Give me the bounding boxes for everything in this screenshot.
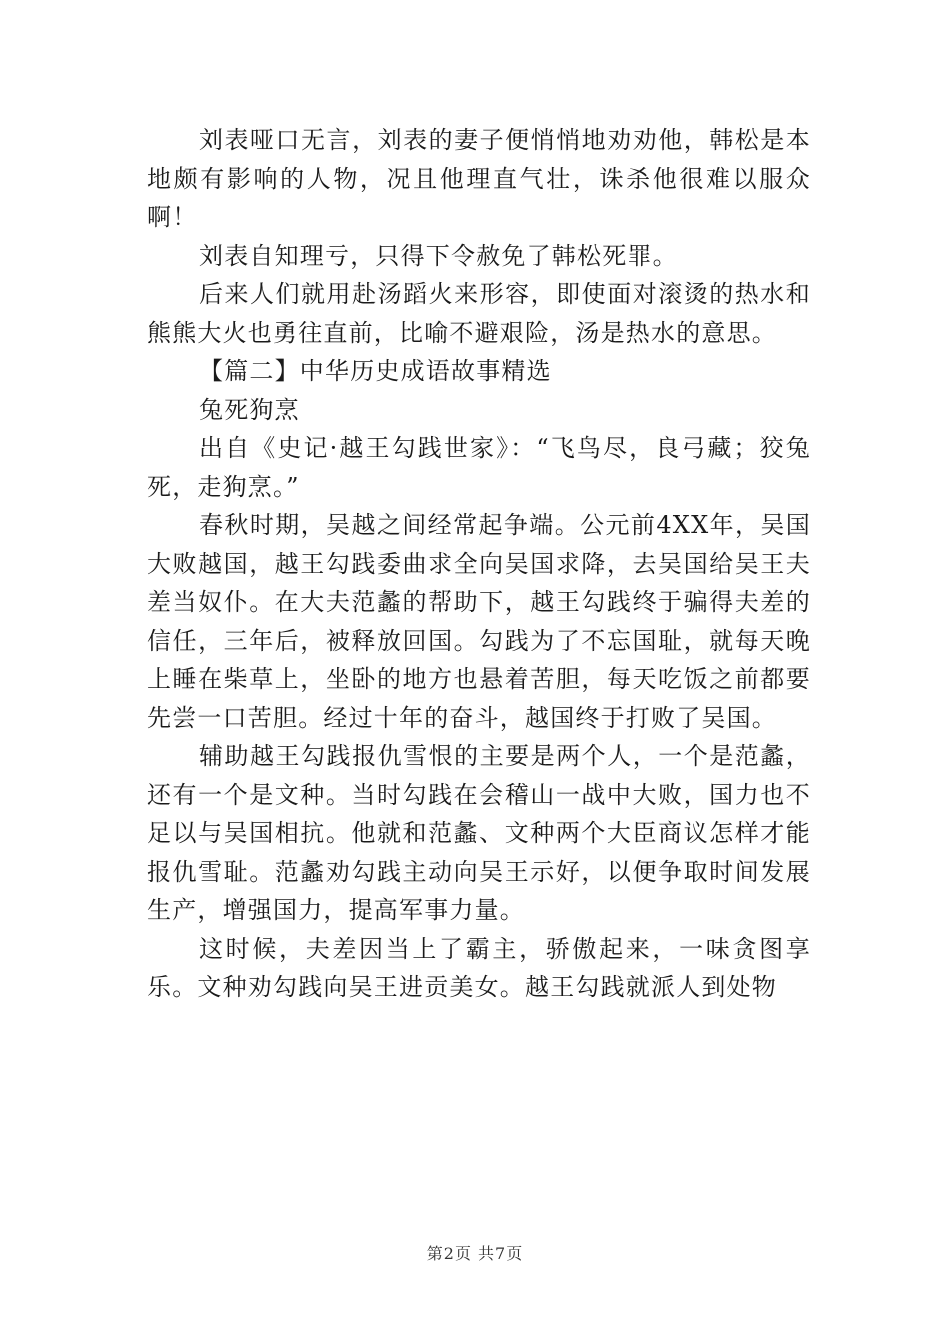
paragraph: 后来人们就用赴汤蹈火来形容，即使面对滚烫的热水和熊熊大火也勇往直前，比喻不避艰险，汤是热水的意思。 [147,280,811,347]
paragraph: 刘表自知理亏，只得下令赦免了韩松死罪。 [199,241,678,270]
section-heading: 【篇二】中华历史成语故事精选 [199,357,552,385]
paragraph: 辅助越王勾践报仇雪恨的主要是两个人，一个是范蠡，还有一个是文种。当时勾践在会稽山一战中大败，国力也不足以与吴国相抗。他就和范蠡、文种两个大臣商议怎样才能报仇雪耻。范蠡劝勾践主动向吴王示好，以便争取时间发展生产，增强国力，提高军事力量。 [147,742,811,924]
paragraph: 春秋时期，吴越之间经常起争端。公元前4XX年，吴国大败越国，越王勾践委曲求全向吴国求降，去吴国给吴王夫差当奴仆。在大夫范蠡的帮助下，越王勾践终于骗得夫差的信任，三年后，被释放回国。勾践为了不忘国耻，就每天晚上睡在柴草上，坐卧的地方也悬着苦胆，每天吃饭之前都要先尝一口苦胆。经过十年的奋斗，越国终于打败了吴国。 [147,511,811,732]
document-body [147,121,811,1007]
paragraph: 刘表哑口无言，刘表的妻子便悄悄地劝劝他，韩松是本地颇有影响的人物，况且他理直气壮，诛杀他很难以服众啊！ [147,126,811,231]
idiom-title: 兔死狗烹 [199,395,300,424]
paragraph: 这时候，夫差因当上了霸主，骄傲起来，一味贪图享乐。文种劝勾践向吴王进贡美女。越王勾践就派人到处物 [147,934,811,1001]
page-number-footer: 第2页 共7页 [426,1244,524,1263]
paragraph: 出自《史记·越王勾践世家》：“飞鸟尽，良弓藏；狡兔死，走狗烹。” [147,434,811,501]
